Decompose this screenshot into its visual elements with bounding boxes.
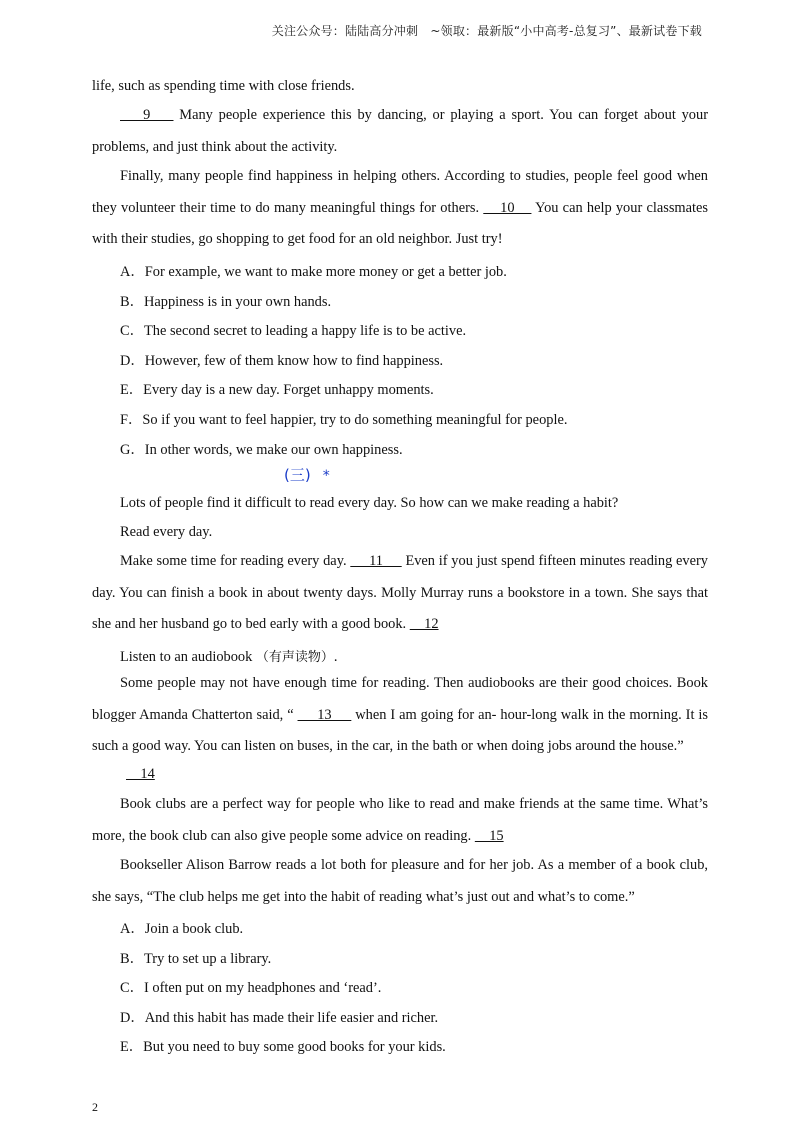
subheading-read-every-day: Read every day. [120, 524, 213, 540]
paragraph-blank-13: Some people may not have enough time for reading. Then audiobooks are their good choices. Book blogger Amanda Chatterton said, “ 13 when I am going for an- hour-long walk in the morning. It is such a good way. You can listen on buses, in the car, in the bath or when doing jobs around the house.” [92, 675, 708, 754]
page-header: 关注公众号：陆陆高分冲刺 ~领取：最新版“小中高考-总复习”、最新试卷下载 [271, 24, 702, 38]
option-c: C．The second secret to leading a happy life is to be active. [120, 323, 467, 339]
blank-15: 15 [474, 827, 504, 844]
blank-12: 12 [409, 616, 439, 632]
blank-9: 9 [120, 107, 174, 123]
page-number: 2 [92, 1100, 98, 1114]
blank-14: 14 [126, 766, 155, 782]
section-title: (三) * [284, 466, 330, 484]
paragraph-blank-15: Book clubs are a perfect way for people who like to read and make friends at the same time. What’s more, the book club can also give people some advice on reading. 15 [92, 796, 708, 844]
option-e: E．Every day is a new day. Forget unhappy moments. [120, 382, 434, 398]
option-c: C．I often put on my headphones and ‘read’. [120, 980, 382, 996]
paragraph-blank-10: Finally, many people find happiness in helping others. According to studies, people feel good when they volunteer their time to do many meaningful things for others. 10 You can help your classmates with their studies, go shopping to get food for an old neighbor. Just try! [92, 168, 708, 247]
blank-13: 13 [297, 706, 352, 723]
option-b: B．Happiness is in your own hands. [120, 294, 332, 310]
option-a: A．For example, we want to make more money or get a better job. [120, 264, 507, 280]
paragraph-blank-9: 9 Many people experience this by dancing, or playing a sport. You can forget about your problems, and just think about the activity. [92, 107, 708, 155]
option-b: B．Try to set up a library. [120, 951, 272, 967]
option-e: E．But you need to buy some good books for your kids. [120, 1039, 446, 1055]
paragraph-continuation: life, such as spending time with close friends. [92, 78, 355, 94]
option-f: F．So if you want to feel happier, try to do something meaningful for people. [120, 412, 568, 428]
blank-11: 11 [350, 553, 402, 569]
option-a: A．Join a book club. [120, 921, 244, 937]
paragraph-bookseller: Bookseller Alison Barrow reads a lot both for pleasure and for her job. As a member of a book club, she says, “The club helps me get into the habit of reading what’s just out and what’s to come.” [92, 857, 708, 905]
option-d: D．However, few of them know how to find happiness. [120, 353, 444, 369]
star-icon: * [322, 468, 330, 484]
paragraph-blank-11-12: Make some time for reading every day. 11 Even if you just spend fifteen minutes reading every day. You can finish a book in about twenty days. Molly Murray runs a bookstore in a town. She says that she and her husband go to bed early with a good book. 12 [92, 553, 708, 632]
option-g: G．In other words, we make our own happiness. [120, 442, 403, 458]
blank-10: 10 [483, 199, 532, 216]
passage-intro: Lots of people find it difficult to read every day. So how can we make reading a habit? [120, 495, 619, 511]
subheading-audiobook: Listen to an audiobook （有声读物）. [120, 649, 338, 665]
option-d: D．And this habit has made their life easier and richer. [120, 1010, 439, 1026]
